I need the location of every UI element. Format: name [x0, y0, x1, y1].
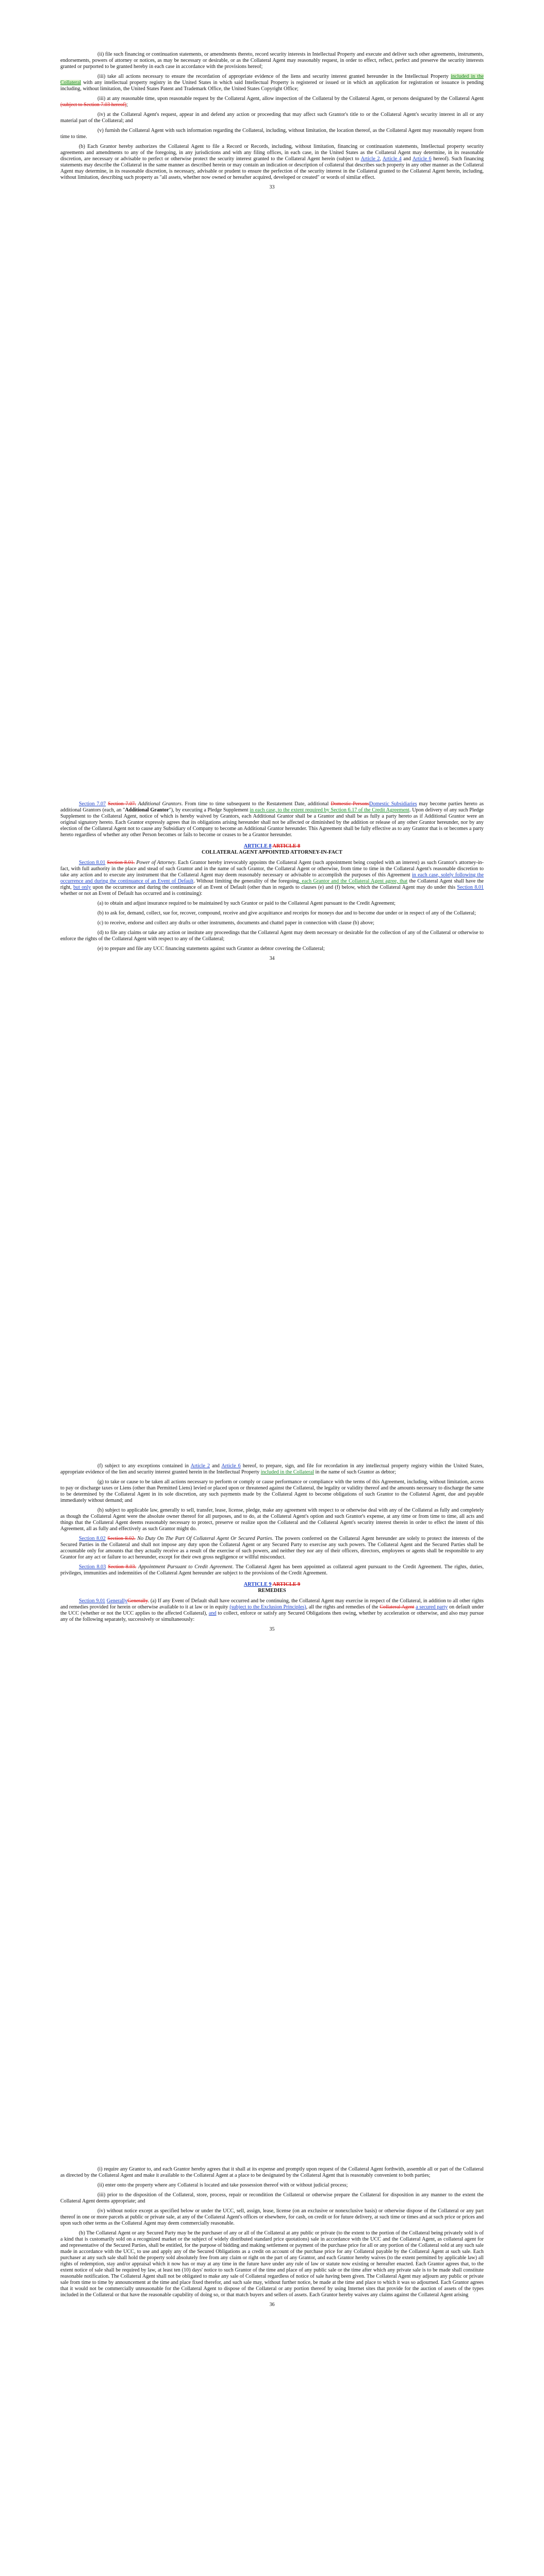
inserted-text: a secured party: [416, 1604, 448, 1610]
article-2-link[interactable]: Article 2: [190, 1463, 210, 1469]
section-title: Appointment Pursuant to Credit Agreement: [138, 1564, 233, 1570]
inserted-text: in each case, solely following the occurrence and during the continuance of an Event of Default: [60, 872, 484, 884]
article-title: COLLATERAL AGENT APPOINTED ATTORNEY-IN-FACT: [202, 850, 342, 855]
deleted-text: Collateral Agent: [380, 1604, 415, 1610]
section-8-01: Section 8.01 Section 8.01. Power of Attorney. Each Grantor hereby irrevocably appoints the Collateral Agent (such appointment being coupled with an interest) as such Grantor's attorney-in-fact, with full authority in the place and stead of such Grantor and in the name of such Grantor, the Collateral Agent or otherwise, from time to time in the Collateral Agent's reasonable discretion to take any action and to execute any instrument that the Collateral Agent may deem reasonably necessary or advisable to accomplish the purposes of this Agreement in each case, solely following the occurrence and during the continuance of an Event of Default. Without limiting the generality of the foregoing, each Grantor and the Collateral Agent agree, that the Collateral Agent shall have the right, but only upon the occurrence and during the continuance of an Event of Default (other than in regards to clauses (e) and (f) below, which the Collateral Agent may do under this Section 8.01 whether or not an Event of Default has occurred and is continuing):: [60, 860, 484, 896]
list-item: (g) to take or cause to be taken all actions necessary to perform or comply or cause performance or compliance with the terms of this Agreement, including, without limitation, access to pay or discharge taxes or Liens (other than Permitted Liens) levied or placed upon or threatened against the Collateral, the legality or validity thereof and the amounts necessary to discharge the same to be determined by the Collateral Agent in its sole discretion, any such payments made by the Collateral Agent to become obligations of such Grantor to the Collateral Agent, due and payable immediately without demand; and: [60, 1479, 484, 1503]
article-title: REMEDIES: [258, 1588, 286, 1594]
page-number: 34: [269, 956, 275, 961]
page-body: [60, 1406, 484, 1633]
article-2-link[interactable]: Article 2: [360, 156, 380, 162]
section-title: Additional Grantors: [138, 801, 182, 807]
paragraph: (iii) take all actions necessary to ensure the recordation of appropriate evidence of the liens and security interest granted hereunder in the Intellectual Property included in the Collateral with any intellectual property registry in the United States in which said Intellectual Property is registered or issued or in which an application for registration or issuance is pending including, without limitation, the United States Patent and Trademark Office, the United States Copyright Office;: [60, 74, 484, 92]
document-page-36: [0, 2110, 544, 2576]
article-4-link[interactable]: Article 4: [382, 156, 402, 162]
deleted-text: Section 8.02.: [107, 1536, 136, 1541]
list-item: (ii) enter onto the property where any Collateral is located and take possession thereof with or without judicial process;: [97, 2182, 348, 2188]
list-item: (d) to file any claims or take any action or institute any proceedings that the Collateral Agent may deem necessary or desirable for the collection of any of the Collateral or otherwise to enforce the rights of the Collateral Agent with respect to any of the Collateral;: [60, 930, 484, 942]
section-number[interactable]: Section 8.01: [79, 860, 106, 866]
inserted-text: but only: [73, 885, 91, 890]
list-item: (f) subject to any exceptions contained in Article 2 and Article 6 hereof, to prepare, sign, and file for recordation in any intellectual property registry within the United States, appropriate evidence of the lien and security interest granted herein in the Intellectual Property included in the Collateral in the name of such Grantor as debtor;: [60, 1463, 484, 1475]
paragraph: (v) furnish the Collateral Agent with such information regarding the Collateral, including, without limitation, the location thereof, as the Collateral Agent may reasonably request from time to time.: [60, 128, 484, 140]
deleted-text: Domestic Persons: [331, 801, 369, 807]
page-body: [60, 703, 484, 962]
document-page-34: [0, 703, 544, 1406]
section-number[interactable]: Section 7.07: [79, 801, 106, 807]
paragraph: (ii) file such financing or continuation statements, or amendments thereto, record security interests in Intellectual Property and execute and deliver such other agreements, instruments, endorsements, powers of attorney or notices, as may be necessary or desirable, or as the Collateral Agent may reasonably request, in order to effect, reflect, perfect and preserve the security interests granted or purported to be granted hereby in each case in accordance with the provisions hereof;: [60, 52, 484, 70]
list-item: (e) to prepare and file any UCC financing statements against such Grantor as debtor covering the Collateral;: [97, 946, 325, 952]
inserted-text: , each Grantor and the Collateral Agent agree, that: [299, 878, 408, 884]
list-item: (iv) without notice except as specified below or under the UCC, sell, assign, lease, license (on an exclusive or nonexclusive basis) or otherwise dispose of the Collateral or any part thereof in one or more parcels at public or private sale, at any of the Collateral Agent's offices or elsewhere, for cash, on credit or for future delivery, at such time or times and at such price or prices and upon such other terms as the Collateral Agent may deem commercially reasonable.: [60, 2208, 484, 2226]
inserted-text: in each case, to the extent required by Section 6.17 of the Credit Agreement: [250, 807, 410, 813]
section-title: Generally: [106, 1598, 128, 1604]
section-number[interactable]: Section 8.02: [79, 1536, 106, 1541]
paragraph: (iv) at the Collateral Agent's request, appear in and defend any action or proceeding that may affect such Grantor's title to or the Collateral Agent's security interest in all or any material part of the Collateral; and: [60, 112, 484, 124]
article-6-link[interactable]: Article 6: [221, 1463, 241, 1469]
inserted-text: Domestic Subsidiaries: [369, 801, 417, 807]
section-8-02: Section 8.02 Section 8.02. No Duty On The Part Of Collateral Agent Or Secured Parties. The powers conferred on the Collateral Agent hereunder are solely to protect the interests of the Secured Parties in the Collateral and shall not impose any duty upon the Collateral Agent or any Secured Party to exercise any such powers. The Collateral Agent and the Secured Parties shall be accountable only for amounts that they actually receive as a result of the exercise of such powers, and neither they nor any of their officers, directors, employees or agents shall be responsible to any Grantor for any act or failure to act hereunder, except for their own gross negligence or willful misconduct.: [60, 1536, 484, 1560]
section-8-03: Section 8.03 Section 8.03. Appointment Pursuant to Credit Agreement. The Collateral Agent has been appointed as collateral agent pursuant to the Credit Agreement. The rights, duties, privileges, immunities and indemnities of the Collateral Agent hereunder are subject to the provisions of the Credit Agreement.: [60, 1564, 484, 1576]
list-item: (h) subject to applicable law, generally to sell, transfer, lease, license, pledge, make any agreement with respect to or otherwise deal with any of the Collateral as fully and completely as though the Collateral Agent were the absolute owner thereof for all purposes, and to do, at the Collateral Agent's option and such Grantor's expense, at any time or from time to time, all acts and things that the Collateral Agent deems reasonably necessary to protect, preserve or realize upon the Collateral and the Collateral Agent's security interest therein in order to effect the intent of this Agreement, all as fully and effectively as such Grantor might do.: [60, 1507, 484, 1532]
deleted-text: Section 8.01.: [107, 860, 135, 866]
section-title: No Duty On The Part Of Collateral Agent Or Secured Parties: [137, 1536, 272, 1541]
paragraph: (b) Each Grantor hereby authorizes the Collateral Agent to file a Record or Records, including, without limitation, financing or continuation statements, Intellectual property security agreements and amendments to any of the foregoing, in any jurisdictions and with any filing offices, in each case, in the United States as the Collateral Agent may determine, in its reasonable discretion, are necessary or advisable to perfect or otherwise protect the security interest granted to the Collateral Agent herein (subject to Article 2, Article 4 and Article 6 hereof). Such financing statements may describe the Collateral in the same manner as described herein or may contain an indication or description of collateral that describes such property in any other manner as the Collateral Agent may determine, in its reasonable discretion, is necessary, advisable or prudent to ensure the perfection of the security interest in the Collateral granted to the Collateral Agent herein, including, without limitation, describing such property as "all assets, whether now owned or hereafter acquired, developed or created" or words of similar effect.: [60, 144, 484, 180]
inserted-text: included in the Collateral: [260, 1469, 314, 1475]
list-item: (c) to receive, endorse and collect any drafts or other instruments, documents and chattel paper in connection with clause (b) above;: [97, 920, 374, 926]
article-heading: ARTICLE 8 ARTICLE 8: [243, 843, 301, 849]
section-8-01-link[interactable]: Section 8.01: [457, 885, 484, 890]
deleted-text: Section 8.03.: [108, 1564, 137, 1570]
section-number[interactable]: Section 9.01: [79, 1598, 106, 1604]
section-number[interactable]: Section 8.03: [79, 1564, 106, 1570]
page-body: [60, 2110, 484, 2308]
list-item: (a) to obtain and adjust insurance required to be maintained by such Grantor or paid to the Collateral Agent pursuant to the Credit Agreement;: [97, 901, 395, 906]
document-page-35: [0, 1406, 544, 2110]
page-number: 35: [269, 1626, 275, 1632]
paragraph: (iii) at any reasonable time, upon reasonable request by the Collateral Agent, allow inspection of the Collateral by the Collateral Agent, or persons designated by the Collateral Agent (subject to Section 7.03 hereof);: [60, 96, 484, 108]
list-item: (b) to ask for, demand, collect, sue for, recover, compound, receive and give acquittance and receipts for moneys due and to become due under or in respect of any of the Collateral;: [97, 910, 476, 916]
article-6-link[interactable]: Article 6: [412, 156, 432, 162]
deleted-text: (subject to Section 7.03 hereof): [60, 102, 127, 108]
section-9-01: Section 9.01 GenerallyGenerally. (a) If any Event of Default shall have occurred and be continuing, the Collateral Agent may exercise in respect of the Collateral, in addition to all other rights and remedies provided for herein or otherwise available to it at law or in equity (subject to the Exclusion Principles), all the rights and remedies of the Collateral Agent a secured party on default under the UCC (whether or not the UCC applies to the affected Collateral), and to collect, enforce or satisfy any Secured Obligations then owing, whether by acceleration or otherwise, and also may pursue any of the following separately, successively or simultaneously:: [60, 1598, 484, 1622]
inserted-text: (subject to the Exclusion Principles): [229, 1604, 306, 1610]
paragraph: (b) The Collateral Agent or any Secured Party may be the purchaser of any or all of the Collateral at any public or private (to the extent to the portion of the Collateral being privately sold is of a kind that is customarily sold on a recognized market or the subject of widely distributed standard price quotations) sale in accordance with the UCC and the Collateral Agent, as collateral agent for and representative of the Secured Parties, shall be entitled, for the purpose of bidding and making settlement or payment of the purchase price for all or any portion of the Collateral sold at any such sale made in accordance with the UCC, to use and apply any of the Secured Obligations as a credit on account of the purchase price for any Collateral payable by the Collateral Agent at such sale. Each purchaser at any such sale shall hold the property sold absolutely free from any claim or right on the part of any Grantor, and each Grantor hereby waives (to the extent permitted by applicable law) all rights of redemption, stay and/or appraisal which it now has or may at any time in the future have under any rule of law or statute now existing or hereafter enacted. Each Grantor agrees that, to the extent notice of sale shall be required by law, at least ten (10) days' notice to such Grantor of the time and place of any public sale or the time after which any private sale is to be made shall constitute reasonable notification. The Collateral Agent shall not be obligated to make any sale of Collateral regardless of notice of sale having been given. The Collateral Agent may adjourn any public or private sale from time to time by announcement at the time and place fixed therefor, and such sale may, without further notice, be made at the time and place to which it was so adjourned. Each Grantor agrees that it would not be commercially unreasonable for the Collateral Agent to dispose of the Collateral or any portion thereof by using Internet sites that provide for the auction of assets of the types included in the Collateral or that have the reasonable capability of doing so, or that match buyers and sellers of assets. Each Grantor hereby waives any claims against the Collateral Agent arising: [60, 2230, 484, 2298]
deleted-text: Generally: [127, 1598, 148, 1604]
page-body: [60, 0, 484, 191]
page-number: 36: [269, 2302, 275, 2308]
list-item: (i) require any Grantor to, and each Grantor hereby agrees that it shall at its expense and promptly upon request of the Collateral Agent forthwith, assemble all or part of the Collateral as directed by the Collateral Agent and make it available to the Collateral Agent at a place to be designated by the Collateral Agent that is reasonably convenient to both parties;: [60, 2166, 484, 2178]
list-item: (iii) prior to the disposition of the Collateral, store, process, repair or recondition the Collateral or otherwise prepare the Collateral for disposition in any manner to the extent the Collateral Agent deems appropriate; and: [60, 2192, 484, 2204]
inserted-text: included in the Collateral: [60, 74, 484, 86]
article-heading: ARTICLE 9 ARTICLE 9: [243, 1582, 301, 1587]
page-number: 33: [269, 184, 275, 190]
document-page-33: [0, 0, 544, 703]
inserted-text: and: [208, 1611, 217, 1616]
section-7-07: Section 7.07 Section 7.07. Additional Grantors. From time to time subsequent to the Restatement Date, additional Domestic PersonsDomestic Subsidiaries may become parties hereto as additional Grantors (each, an "Additional Grantor"), by executing a Pledge Supplement in each case, to the extent required by Section 6.17 of the Credit Agreement. Upon delivery of any such Pledge Supplement to the Collateral Agent, notice of which is hereby waived by Grantors, each Additional Grantor shall be a Grantor and shall be as fully a party hereto as if Additional Grantor were an original signatory hereto. Each Grantor expressly agrees that its obligations arising hereunder shall not be affected or diminished by the addition or release of any other Grantor hereunder, nor by any election of the Collateral Agent not to cause any Subsidiary of Company to become an Additional Grantor hereunder. This Agreement shall be fully effective as to any Grantor that is or becomes a party hereto regardless of whether any other Person becomes or fails to become or ceases to be a Grantor hereunder.: [60, 801, 484, 838]
section-title: Power of Attorney: [136, 860, 175, 866]
deleted-text: Section 7.07.: [108, 801, 136, 807]
